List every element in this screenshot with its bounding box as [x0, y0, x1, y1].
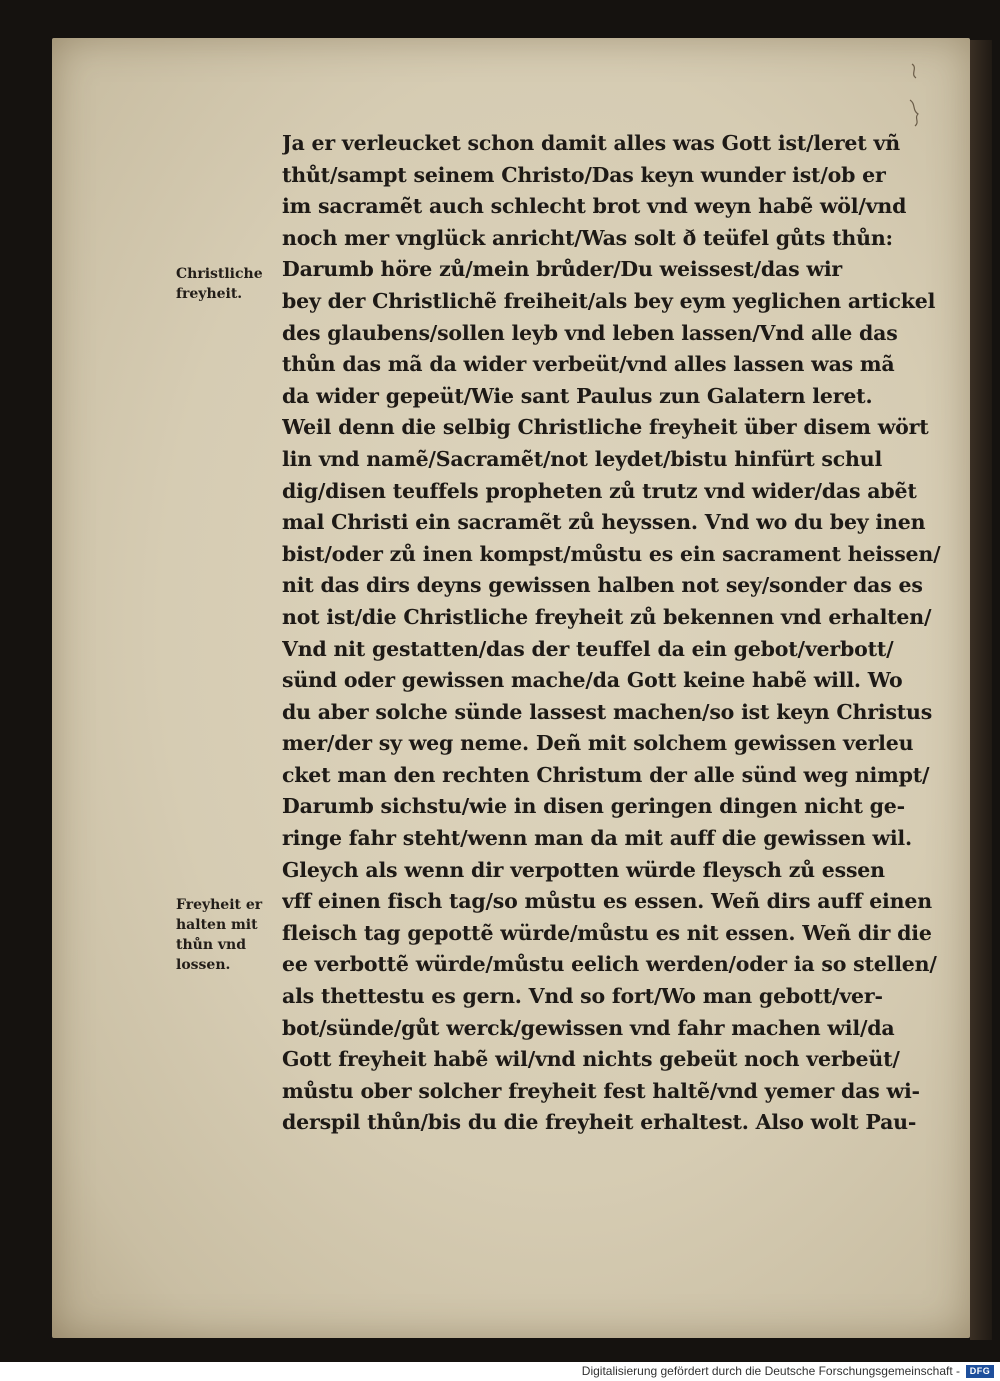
- margin-note-line: Christliche: [176, 266, 263, 282]
- margin-note-freyheit-erhalten: [176, 895, 276, 975]
- text-line: Gott freyheit habẽ wil/vnd nichts gebeüt noch verbeüt/: [282, 1047, 900, 1072]
- text-line: Vnd nit gestatten/das der teuffel da ein gebot/verbott/: [282, 636, 894, 661]
- text-line: ringe fahr steht/wenn man da mit auff die gewissen wil.: [282, 826, 912, 851]
- text-line: thůt/sampt seinem Christo/Das keyn wunder ist/ob er: [282, 162, 886, 187]
- text-line: bot/sünde/gůt werck/gewissen vnd fahr machen wil/da: [282, 1015, 895, 1040]
- text-line: als thettestu es gern. Vnd so fort/Wo man gebott/ver-: [282, 984, 883, 1009]
- text-line: fleisch tag gepottẽ würde/můstu es nit essen. Weñ dir die: [282, 920, 932, 945]
- footer-bar: [0, 1362, 1000, 1381]
- text-line: mer/der sy weg neme. Deñ mit solchem gewissen verleu: [282, 731, 914, 756]
- text-line: des glaubens/sollen leyb vnd leben lassen/Vnd alle das: [282, 320, 898, 345]
- text-line: cket man den rechten Christum der alle sünd weg nimpt/: [282, 762, 930, 787]
- text-line: lin vnd namẽ/Sacramẽt/not leydet/bistu hinfürt schul: [282, 446, 883, 471]
- text-line: vff einen fisch tag/so můstu es essen. Weñ dirs auff einen: [282, 889, 932, 914]
- margin-note-line: lossen.: [176, 957, 231, 973]
- text-line: bey der Christlichẽ freiheit/als bey eym yeglichen artickel: [282, 288, 936, 313]
- footer-credit: Digitalisierung gefördert durch die Deutsche Forschungsgemeinschaft -: [581, 1364, 960, 1378]
- text-line: du aber solche sünde lassest machen/so ist keyn Christus: [282, 699, 933, 724]
- text-line: Ja er verleucket schon damit alles was Gott ist/leret vñ: [282, 131, 900, 155]
- text-line: můstu ober solcher freyheit fest haltẽ/vnd yemer das wi-: [282, 1078, 920, 1103]
- text-line: Darumb sichstu/wie in disen geringen dingen nicht ge-: [282, 794, 905, 819]
- text-line: im sacramẽt auch schlecht brot vnd weyn habẽ wöl/vnd: [282, 194, 907, 219]
- text-line: nit das dirs deyns gewissen halben not sey/sonder das es: [282, 573, 923, 598]
- body-text-block: [282, 128, 942, 1139]
- page-edge: [970, 40, 992, 1340]
- text-line: derspil thůn/bis du die freyheit erhaltest. Also wolt Pau-: [282, 1110, 917, 1135]
- text-line: ee verbottẽ würde/můstu eelich werden/oder ia so stellen/: [282, 952, 937, 977]
- text-line: Gleych als wenn dir verpotten würde fleysch zů essen: [282, 857, 885, 882]
- margin-note-line: freyheit.: [176, 286, 243, 302]
- text-line: bist/oder zů inen kompst/můstu es ein sacrament heissen/: [282, 541, 941, 566]
- text-line: da wider gepeüt/Wie sant Paulus zun Galatern leret.: [282, 383, 873, 408]
- text-line: not ist/die Christliche freyheit zů bekennen vnd erhalten/: [282, 604, 932, 629]
- text-line: Darumb höre zů/mein brůder/Du weissest/das wir: [282, 257, 843, 282]
- margin-note-line: Freyheit er: [176, 897, 263, 913]
- dfg-logo: DFG: [966, 1365, 994, 1378]
- text-line: thůn das mã da wider verbeüt/vnd alles lassen was mã: [282, 352, 895, 377]
- text-line: dig/disen teuffels propheten zů trutz vnd wider/das abẽt: [282, 478, 917, 503]
- margin-note-line: halten mit: [176, 917, 258, 933]
- text-line: sünd oder gewissen mache/da Gott keine habẽ will. Wo: [282, 668, 903, 693]
- text-line: Weil denn die selbig Christliche freyheit über disem wört: [282, 415, 929, 440]
- margin-note-christliche-freyheit: [176, 264, 276, 304]
- text-line: mal Christi ein sacramẽt zů heyssen. Vnd wo du bey inen: [282, 510, 926, 535]
- text-line: noch mer vnglück anricht/Was solt ð teüfel gůts thůn:: [282, 225, 893, 250]
- margin-note-line: thůn vnd: [176, 937, 246, 953]
